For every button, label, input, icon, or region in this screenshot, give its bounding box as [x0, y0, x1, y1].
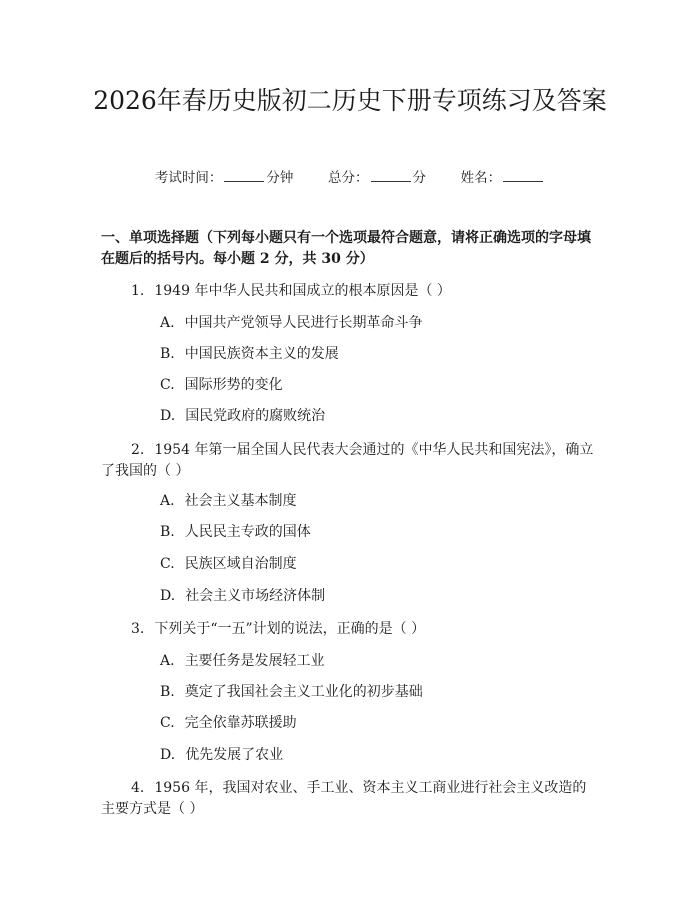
option-letter: D. [160, 408, 176, 424]
question-number: 1. [131, 283, 145, 299]
option-text: 国民党政府的腐败统治 [185, 408, 326, 424]
exam-meta [0, 168, 700, 188]
question-2 [101, 440, 595, 482]
document-title: 2026年春历史版初二历史下册专项练习及答案 [93, 86, 607, 115]
question-text: 1956 年，我国对农业、手工业、资本主义工商业进行社会主义改造的主要方式是（ ） [101, 780, 587, 817]
option-1d [160, 406, 590, 427]
option-3d [160, 745, 590, 766]
option-text: 社会主义市场经济体制 [185, 588, 326, 604]
score-label: 总分： [328, 170, 369, 186]
question-number: 3. [131, 621, 145, 637]
option-text: 优先发展了农业 [185, 747, 284, 763]
option-2c [160, 554, 590, 575]
option-text: 中国共产党领导人民进行长期革命斗争 [184, 315, 423, 331]
time-blank [224, 168, 264, 182]
option-letter: C. [160, 715, 175, 731]
option-letter: B. [160, 524, 175, 540]
option-text: 国际形势的变化 [184, 377, 283, 393]
question-text: 1954 年第一届全国人民代表大会通过的《中华人民共和国宪法》，确立了我国的（ ） [101, 442, 594, 479]
option-text: 中国民族资本主义的发展 [184, 346, 339, 362]
option-1b [160, 344, 590, 365]
option-letter: C. [160, 377, 175, 393]
question-1 [101, 281, 595, 302]
option-3a [160, 651, 590, 672]
option-text: 主要任务是发展轻工业 [184, 653, 325, 669]
option-letter: C. [160, 556, 175, 572]
option-text: 人民民主专政的国体 [184, 524, 311, 540]
time-label: 考试时间： [154, 170, 223, 186]
question-number: 2. [131, 442, 145, 458]
score-unit: 分 [412, 170, 426, 186]
option-2b [160, 522, 590, 543]
option-letter: A. [160, 493, 175, 509]
option-1c [160, 375, 590, 396]
option-2a [160, 491, 590, 512]
question-text: 1949 年中华人民共和国成立的根本原因是（ ） [154, 283, 451, 299]
option-letter: A. [160, 315, 175, 331]
option-text: 奠定了我国社会主义工业化的初步基础 [184, 684, 423, 700]
score-blank [371, 168, 411, 182]
option-letter: B. [160, 684, 175, 700]
option-letter: B. [160, 346, 175, 362]
option-3b [160, 682, 590, 703]
option-text: 完全依靠苏联援助 [184, 715, 297, 731]
option-3c [160, 713, 590, 734]
option-letter: D. [160, 747, 176, 763]
time-unit: 分钟 [266, 170, 294, 186]
option-text: 社会主义基本制度 [184, 493, 297, 509]
option-1a [160, 313, 590, 334]
question-3 [101, 619, 595, 640]
option-text: 民族区域自治制度 [184, 556, 297, 572]
question-4 [101, 778, 595, 820]
option-letter: D. [160, 588, 176, 604]
name-label: 姓名： [460, 170, 502, 186]
option-2d [160, 586, 590, 607]
question-number: 4. [131, 780, 145, 796]
question-text: 下列关于“一五”计划的说法，正确的是（ ） [154, 621, 426, 637]
section-heading: 一、单项选择题（下列每小题只有一个选项最符合题意，请将正确选项的字母填在题后的括号内。每小题 2 分，共 30 分） [101, 230, 591, 267]
option-letter: A. [160, 653, 175, 669]
name-blank [503, 168, 543, 182]
